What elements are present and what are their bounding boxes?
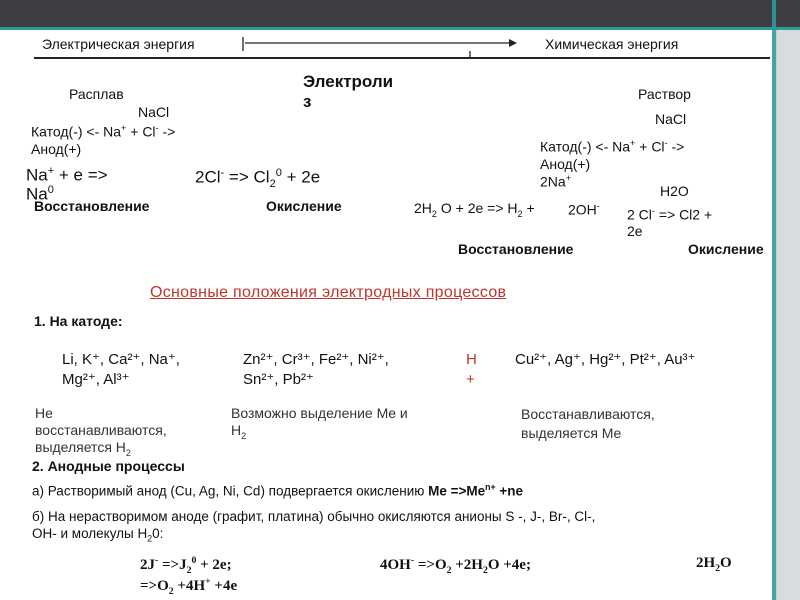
solution-anode: Анод(+) xyxy=(540,156,591,172)
melt-cathode-equation: Na+ + e => xyxy=(26,165,108,185)
melt-anode-equation: $2Cl^- => Cl_2^0 + 2e$ xyxy=(195,167,321,191)
solution-anode-electrons: 2e xyxy=(627,223,643,239)
ion-group-4: Cu²⁺, Ag⁺, Hg²⁺, Pt²⁺, Au³⁺ xyxy=(515,351,696,368)
electrolysis-title: Электроли з xyxy=(303,72,394,111)
note-possible: Возможно выделение Me и $H_2$ xyxy=(231,405,408,441)
note-reduced: Восстанавливаются, выделяется Me xyxy=(521,406,655,441)
melt-anode: Анод(+) xyxy=(31,141,82,157)
solution-oxidation-label: Окисление xyxy=(688,241,764,257)
melt-title: Расплав xyxy=(69,86,124,102)
side-panel xyxy=(776,30,800,600)
solution-title: Раствор xyxy=(638,86,691,102)
solution-water: H2O xyxy=(660,183,689,199)
chemical-energy-label: Химическая энергия xyxy=(545,36,679,52)
melt-reduction-label: Восстановление xyxy=(34,198,150,214)
anode-title: 2. Анодные процессы xyxy=(32,458,185,474)
title-bar xyxy=(0,0,800,27)
solution-reduction-label: Восстановление xyxy=(458,241,574,257)
solution-cathode-line: Катод(-) <- Na+ + Cl- -> xyxy=(540,138,685,155)
melt-salt: NaCl xyxy=(138,104,170,120)
ion-group-3: H + xyxy=(466,351,477,388)
solution-hydroxide: 2OH- xyxy=(568,201,600,218)
solution-salt: NaCl xyxy=(655,111,687,127)
melt-oxidation-label: Окисление xyxy=(266,198,342,214)
cathode-title: 1. На катоде: xyxy=(34,313,123,329)
water-equation: $2H_2O$ xyxy=(696,555,732,574)
melt-cathode-product: Na$^0$ xyxy=(26,184,54,204)
water-oxidation-product: $=>O_2 +4H^+ +4e$ xyxy=(140,576,238,597)
iodide-equation: $2J^- =>J_2^0 + 2e$; xyxy=(140,555,232,576)
solution-anode-equation: 2 Cl- => Cl2 + xyxy=(627,206,713,223)
ion-group-2: Zn²⁺, Cr³⁺, Fe²⁺, Ni²⁺, Sn²⁺, Pb²⁺ xyxy=(243,351,389,388)
melt-cathode-line: Катод(-) <- Na+ + Cl- -> xyxy=(31,123,176,140)
soluble-anode-text: а) Растворимый анод (Cu, Ag, Ni, Cd) подвергается окислению $Me =>Me^{n+} +ne$ xyxy=(32,482,524,499)
ion-group-1: Li, K⁺, Ca²⁺, Na⁺, Mg²⁺, Al³⁺ xyxy=(62,351,180,388)
accent-stripe xyxy=(0,27,800,30)
top-divider xyxy=(34,57,770,59)
solution-na: 2Na+ xyxy=(540,173,571,190)
solution-cathode-equation: $2H_2$ $O + 2e => H_2$ + xyxy=(414,200,535,219)
energy-arrows xyxy=(225,33,525,59)
insoluble-anode-text: б) На нерастворимом аноде (графит, платина) обычно окисляются анионы S -, J-, Br-, Cl-, OH- и молекулы $H_20$: xyxy=(32,509,596,544)
section-heading: Основные положения электродных процессов xyxy=(150,284,507,301)
note-not-reduced: Не восстанавливаются, выделяется $H_2$ xyxy=(35,405,167,458)
hydroxide-equation: $4OH^- =>O_2 +2H_2O +4e$; xyxy=(380,555,531,576)
electric-energy-label: Электрическая энергия xyxy=(42,36,195,52)
